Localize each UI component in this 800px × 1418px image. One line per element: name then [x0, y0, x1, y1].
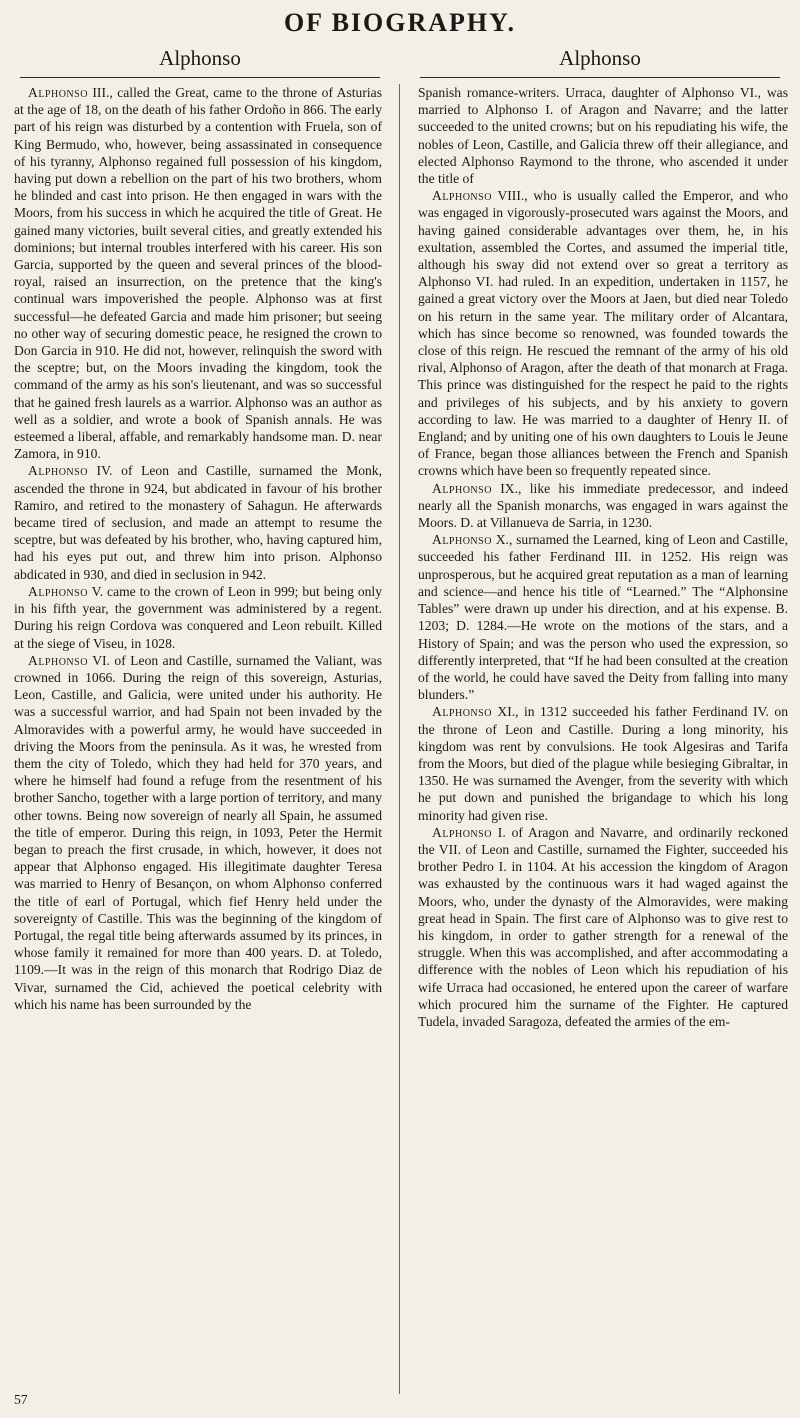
entry-text: I. of Aragon and Navarre, and ordinarily reckoned the VII. of Leon and Castille, surnamed the Fighter, succeeded his brother Pedro I. in 1104. At his accession the kingdom of Aragon was exhausted by the continuous wars it had waged against the Moors, who, under the dynasty of the Almoravides, were making great head in Spain. The first care of Alphonso was to give rest to his kingdom, in order to gather strength for a renewal of the struggle. When this was accomplished, and after accommodating a difference with the nobles of Leon which his repudiation of his wife Urraca had occasioned, he entered upon the career of warfare which procured him the surname of the Fighter. He captured Tudela, invaded Saragoza, defeated the armies of the em- — [418, 824, 788, 1029]
entry-text: X., surnamed the Learned, king of Leon and Castille, succeeded his father Ferdinand III. in 1252. His reign was unprosperous, but he acquired great reputation as a man of learning and science—and hence his title of “Learned.” The “Alphonsine Tables” were drawn up under his direction, and at his expense. B. 1203; D. 1284.—He wrote on the motions of the stars, and a History of Spain; and was the person who used the expression, so differently interpreted, that “If he had been consulted at the creation of the world, he could have saved the Deity from falling into many blunders.” — [418, 532, 788, 703]
entry-alphonso-x — [418, 531, 788, 703]
entry-alphonso-v — [14, 583, 382, 652]
entry-lemma: Alphonso — [28, 583, 88, 599]
entry-lemma: Alphonso — [28, 85, 88, 100]
entry-lemma: Alphonso — [432, 188, 492, 204]
entry-alphonso-i-aragon — [418, 824, 788, 1030]
entry-text: VI. of Leon and Castille, surnamed the Valiant, was crowned in 1066. During the reign of this sovereign, Asturias, Leon, Castille, and Galicia, were united under his authority. He was a successful warrior, and had Spain not been invaded by the Almoravides with a powerful army, he would have succeeded in driving the Moors from the peninsula. As it was, he wrested from them the city of Toledo, which they had held for 370 years, and where he himself had found a refuge from the resentment of his brother Sancho, together with a large portion of territory, and many other towns. Being now sovereign of nearly all Spain, he assumed the title of emperor. During this reign, in 1093, Peter the Hermit began to preach the first crusade, in which, however, it does not appear that Alphonso engaged. His illegitimate daughter Teresa was married to Henry of Besançon, on whom Alphonso conferred the title of earl of Portugal, which fief Henry held under the sovereignty of Castille. This was the beginning of the kingdom of Portugal, the regal title being afterwards assumed by its princes, in whose family it remained for more than 400 years. D. at Toledo, 1109.—It was in the reign of this monarch that Rodrigo Diaz de Vivar, surnamed the Cid, achieved the poetical celebrity with which his name has been surrounded by the — [14, 652, 382, 1012]
right-column-headword: Alphonso — [420, 46, 780, 78]
running-head: OF BIOGRAPHY. — [283, 8, 517, 37]
left-column-headword: Alphonso — [20, 46, 380, 78]
column-divider — [399, 84, 400, 1394]
entry-alphonso-iii — [14, 84, 382, 462]
entry-alphonso-xi — [418, 703, 788, 823]
entry-lemma: Alphonso — [28, 652, 88, 668]
entry-text: V. came to the crown of Leon in 999; but being only in his fifth year, the government was administered by a regent. During his reign Cordova was conquered and Leon rebuilt. Killed at the siege of Viseu, in 1028. — [14, 583, 382, 651]
entry-alphonso-iv — [14, 462, 382, 582]
entry-continuation: Spanish romance-writers. Urraca, daughter of Alphonso VI., was married to Alphonso I. of Aragon and Navarre; and the latter succeeded to the united crowns; but on his repudiating his wife, the nobles of Leon, Castille, and Galicia threw off their allegiance, and elected Alphonso Raymond to the throne, who ascended it under the title of — [418, 85, 788, 187]
entry-alphonso-viii — [418, 187, 788, 479]
entry-alphonso-vi — [14, 652, 382, 1013]
entry-text: IV. of Leon and Castille, surnamed the Monk, ascended the throne in 924, but abdicated in favour of his brother Ramiro, and retired to the monastery of Sahagun. He afterwards became tired of seclusion, and made an attempt to resume the sceptre, but was defeated by his brother, who, having captured him, had his eyes put out, and threw him into prison. Alphonso abdicated in 930, and died in seclusion in 942. — [14, 463, 382, 582]
left-column — [14, 84, 382, 1013]
entry-text: III., called the Great, came to the throne of Asturias at the age of 18, on the death of his father Ordoño in 866. The early part of his reign was disturbed by a contention with Fruela, son of King Bermudo, who, however, being assassinated in consequence of his tyranny, Alphonso regained full possession of his kingdom, having put down a rebellion on the part of his two brothers, whom he blinded and cast into prison. He then engaged in wars with the Moors, from his success in which he acquired the title of Great. He gained many victories, built several cities, and greatly extended his dominions; but internal troubles interfered with his career. His son Garcia, supported by the queen and several princes of the blood-royal, raised an insurrection, on the pretence that the king's continual wars impoverished the people. Alphonso was at first successful—he defeated Garcia and made him prisoner; but seeing no other way of securing domestic peace, he resigned the crown to Don Garcia in 910. He did not, however, relinquish the sword with the sceptre; but, on the Moors invading the kingdom, took the command of the army as his son's lieutenant, and was so successful that he gained fresh laurels as a warrior. Alphonso was an author as well as a soldier, and wrote a book of Spanish annals. He was esteemed a liberal, affable, and remarkably handsome man. D. near Zamora, in 910. — [14, 85, 382, 462]
entry-text: IX., like his immediate predecessor, and indeed nearly all the Spanish monarchs, was engaged in wars against the Moors. D. at Villanueva de Sarria, in 1230. — [418, 480, 788, 531]
right-column — [418, 84, 788, 1030]
page-number: 57 — [14, 1392, 28, 1407]
entry-text: XI., in 1312 succeeded his father Ferdinand IV. on the throne of Leon and Castille. During a long minority, his kingdom was rent by convulsions. He took Algesiras and Tarifa from the Moors, but died of the plague while besieging Gibraltar, in 1350. He was surnamed the Avenger, from the severity with which he put down and punished the brigandage to which his long minority had given rise. — [418, 704, 788, 823]
entry-lemma: Alphonso — [432, 704, 492, 720]
entry-alphonso-ix — [418, 480, 788, 532]
entry-lemma: Alphonso — [432, 824, 492, 840]
entry-lemma: Alphonso — [432, 532, 492, 548]
entry-text: VIII., who is usually called the Emperor, and who was engaged in vigorously-prosecuted wars against the Moors, and having gained considerable advantages over them, he, in his exultation, assembled the Cortes, and assumed the imperial title, although his sway did not extend over so great a territory as Alphonso VI. had ruled. In an expedition, undertaken in 1157, he gained a great victory over the Moors at Jaen, but died near Toledo on his return in the same year. The military order of Alcantara, which has since become so renowned, was founded towards the close of this reign. He rescued the remnant of the army of his old rival, Alphonso of Aragon, after the death of that monarch at Fraga. This prince was distinguished for the respect he paid to the rights and privileges of his subjects, and by his anxiety to govern according to law. He was married to a daughter of Henry II. of England; and by uniting one of his own daughters to Louis le Jeune of France, began those alliances between the French and Spanish crowns which have been so frequently repeated since. — [418, 188, 788, 479]
entry-lemma: Alphonso — [432, 480, 492, 496]
entry-lemma: Alphonso — [28, 463, 88, 479]
